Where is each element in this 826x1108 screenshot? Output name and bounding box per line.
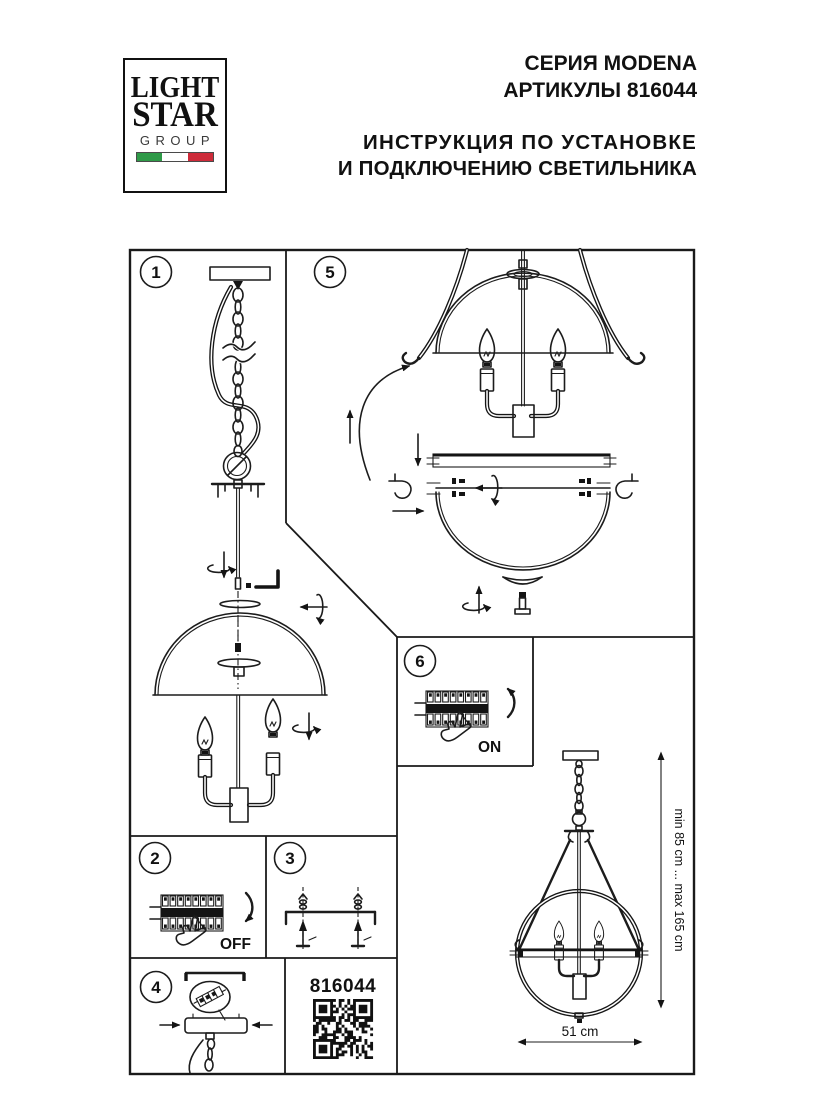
candle-bulb: [480, 329, 495, 367]
screw-icon: [352, 920, 371, 946]
ceiling-plate: [563, 751, 598, 760]
glass-dome: [153, 613, 327, 695]
candle-bulb: [594, 921, 603, 945]
mounting-bracket: [212, 480, 264, 497]
candle-socket: [199, 755, 212, 777]
italian-flag-icon: [136, 152, 214, 162]
panel-step5: [315, 250, 645, 614]
flag-white: [162, 153, 187, 161]
step2-number: 2: [150, 849, 160, 868]
switch-up-arrow-icon: [508, 689, 514, 717]
chain: [575, 766, 583, 812]
switch-down-arrow-icon: [246, 893, 252, 921]
rim-assembly: [389, 474, 638, 511]
breaker-on-label: ON: [478, 739, 502, 756]
rotate-arrow-icon: [301, 595, 327, 619]
qr-code: [313, 999, 373, 1059]
lamp-body: [198, 695, 281, 822]
article-number: 816044: [309, 976, 377, 997]
rotate-arrow-icon: [476, 476, 502, 500]
circuit-breaker-icon: [150, 895, 223, 945]
logo-word-light: LIGHT: [130, 70, 220, 104]
support-bar: [427, 454, 616, 467]
candle-bulb: [551, 329, 566, 367]
circuit-breaker-icon: [415, 691, 488, 741]
candle-socket: [267, 753, 280, 775]
panel-step4: [141, 972, 273, 1074]
strap-hook-icon: [403, 353, 419, 364]
panel-step2: [140, 843, 253, 954]
assembled-chandelier: [510, 751, 686, 1042]
rotate-arrow-icon: [463, 587, 485, 613]
candle-bulb: [266, 699, 281, 737]
candle-socket: [481, 369, 494, 391]
chain-break-mark: [223, 342, 255, 362]
series-title: СЕРИЯ MODENA: [524, 52, 697, 75]
rotate-arrow-icon: [208, 552, 230, 577]
height-dimension: [661, 753, 686, 1007]
candle-bulb: [198, 717, 213, 755]
logo-word-group: GROUP: [139, 133, 216, 148]
bottom-finial: [503, 577, 542, 614]
width-dimension: [519, 1024, 641, 1042]
candle-socket: [555, 945, 564, 960]
flag-green: [137, 153, 162, 161]
strap-hook-icon: [628, 353, 644, 364]
curved-arrow-icon: [359, 366, 409, 480]
height-dimension-label: min 85 cm ... max 165 cm: [672, 808, 686, 952]
lightstar-logo: [123, 58, 227, 193]
breaker-off-label: OFF: [220, 936, 251, 953]
glass-bowl: [436, 492, 610, 570]
ceiling-plate: [210, 267, 270, 280]
panel-step6: [405, 646, 515, 757]
side-bracket-icon: [389, 474, 411, 498]
allen-key-icon: [256, 571, 278, 587]
step1-number: 1: [151, 263, 161, 282]
screw-icon: [297, 920, 316, 946]
step4-number: 4: [151, 978, 161, 997]
lamp-body: [480, 329, 566, 437]
side-bracket-icon: [616, 474, 638, 498]
candle-socket: [595, 945, 604, 960]
candle-socket: [552, 369, 565, 391]
instruction-title-line1: ИНСТРУКЦИЯ ПО УСТАНОВКЕ: [363, 131, 697, 154]
flag-red: [188, 153, 213, 161]
terminal-block-magnifier: [190, 982, 230, 1021]
step5-number: 5: [325, 263, 335, 282]
article-block: [310, 976, 376, 1059]
candle-bulb: [554, 921, 563, 945]
top-finial-disc: [220, 601, 260, 608]
assembly-diagram: [127, 247, 697, 1077]
wall-bracket-screws: [286, 887, 375, 949]
logo-word-star: STAR: [132, 95, 218, 135]
instruction-title-line2: И ПОДКЛЮЧЕНИЮ СВЕТИЛЬНИКА: [337, 157, 697, 180]
width-dimension-label: 51 cm: [561, 1024, 599, 1039]
panel-step3: [275, 843, 376, 950]
article-title: АРТИКУЛЫ 816044: [503, 79, 697, 102]
glass-dome: [433, 273, 613, 353]
step6-number: 6: [415, 652, 425, 671]
hanging-rod: [236, 488, 252, 589]
rotate-arrow-icon: [293, 713, 315, 739]
canopy-chain: [189, 1039, 214, 1073]
cross-bar: [510, 940, 648, 957]
panel-step1: [141, 257, 328, 823]
document-header: [338, 50, 697, 182]
step3-number: 3: [285, 849, 295, 868]
ceiling-canopy: [185, 1014, 247, 1039]
suspension-chain: [233, 288, 243, 446]
